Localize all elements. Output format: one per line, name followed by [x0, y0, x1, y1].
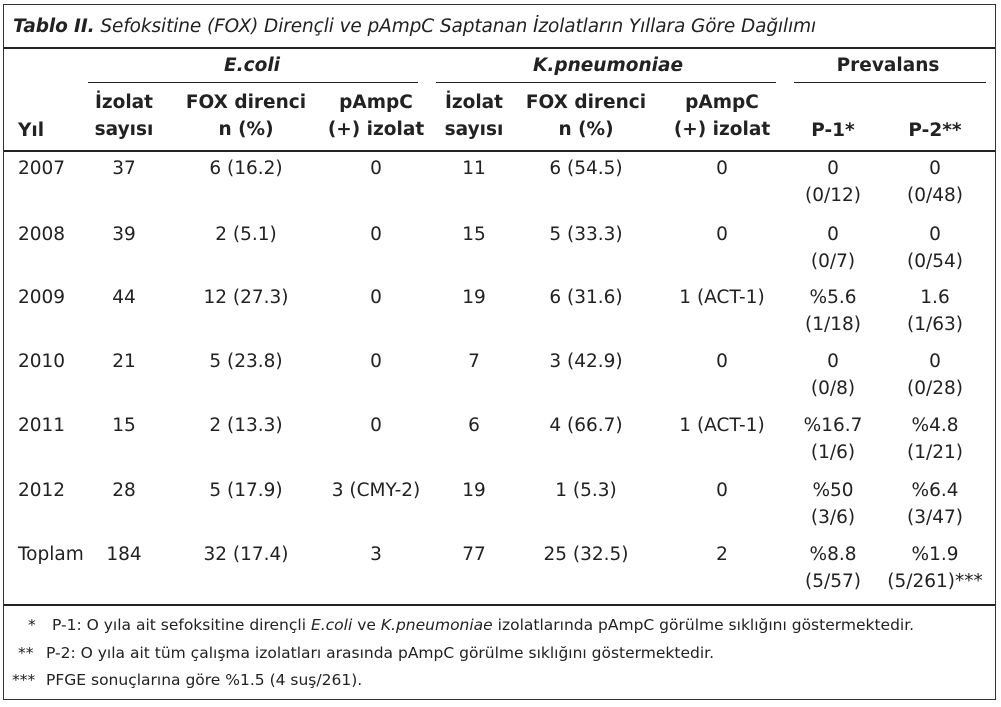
cell-k-fox: 25 (32.5): [543, 544, 629, 565]
cell-k-n: 11: [462, 158, 486, 179]
cell-e-fox: 2 (13.3): [209, 415, 283, 436]
cell-k-n: 77: [462, 544, 486, 565]
cell-p1-a: 0: [827, 351, 839, 372]
cell-p2-b: (1/63): [907, 314, 963, 335]
cell-e-pampc: 0: [370, 224, 382, 245]
cell-k-n: 19: [462, 480, 486, 501]
col-header-ecoli-pampc-2: (+) izolat: [327, 119, 425, 140]
cell-k-pampc: 1 (ACT-1): [679, 415, 765, 436]
col-header-k-fox-1: FOX direnci: [525, 92, 647, 113]
cell-e-pampc: 3: [370, 544, 382, 565]
cell-k-n: 7: [468, 351, 480, 372]
col-header-ecoli-fox-2: n (%): [218, 119, 274, 140]
cell-k-fox: 6 (31.6): [549, 287, 623, 308]
cell-p1-a: %5.6: [809, 287, 857, 308]
cell-e-n: 21: [112, 351, 136, 372]
col-header-p1: P-1*: [811, 120, 855, 141]
cell-e-pampc: 0: [370, 415, 382, 436]
cell-p2-a: %1.9: [911, 544, 959, 565]
cell-year: 2007: [18, 158, 66, 179]
cell-k-pampc: 2: [716, 544, 728, 565]
cell-p2-a: %4.8: [911, 415, 959, 436]
cell-e-fox: 6 (16.2): [209, 158, 283, 179]
cell-k-n: 15: [462, 224, 486, 245]
cell-p1-b: (5/57): [805, 571, 861, 592]
rule-ecoli-group: [88, 82, 418, 83]
cell-p2-a: 0: [929, 224, 941, 245]
cell-p1-a: 0: [827, 158, 839, 179]
footnote-3: *** PFGE sonuçlarına göre %1.5 (4 suş/261).: [12, 671, 363, 689]
col-header-k-pampc-1: pAmpC: [685, 92, 759, 113]
cell-p2-a: %6.4: [911, 480, 959, 501]
cell-p2-b: (5/261)***: [887, 571, 983, 592]
cell-p1-a: %8.8: [809, 544, 857, 565]
cell-e-pampc: 3 (CMY-2): [331, 480, 421, 501]
cell-year: Toplam: [18, 544, 84, 565]
group-header-prevalans: Prevalans: [836, 55, 940, 76]
cell-p2-b: (0/48): [907, 185, 963, 206]
cell-k-fox: 5 (33.3): [549, 224, 623, 245]
cell-k-pampc: 0: [716, 480, 728, 501]
cell-p1-b: (0/12): [805, 185, 861, 206]
cell-k-pampc: 0: [716, 158, 728, 179]
cell-e-pampc: 0: [370, 287, 382, 308]
cell-p1-a: %50: [812, 480, 854, 501]
cell-p2-a: 0: [929, 351, 941, 372]
cell-year: 2009: [18, 287, 66, 308]
cell-p1-b: (0/7): [810, 251, 856, 272]
cell-e-fox: 2 (5.1): [215, 224, 277, 245]
cell-p1-b: (1/6): [810, 442, 856, 463]
cell-p2-b: (0/54): [907, 251, 963, 272]
cell-e-n: 44: [112, 287, 136, 308]
cell-p2-b: (0/28): [907, 378, 963, 399]
col-header-ecoli-izolat-2: sayısı: [94, 119, 154, 140]
cell-p2-a: 0: [929, 158, 941, 179]
cell-p1-a: %16.7: [803, 415, 863, 436]
cell-k-n: 19: [462, 287, 486, 308]
footnote-1: * P-1: O yıla ait sefoksitine dirençli E.coli ve K.pneumoniae izolatlarında pAmpC görülme sıklığını göstermektedir.: [28, 616, 915, 634]
cell-year: 2012: [18, 480, 66, 501]
cell-p1-b: (1/18): [805, 314, 861, 335]
cell-e-n: 28: [112, 480, 136, 501]
cell-e-fox: 5 (17.9): [209, 480, 283, 501]
col-header-k-izolat-2: sayısı: [444, 119, 504, 140]
rule-under-body: [4, 604, 995, 606]
cell-k-pampc: 1 (ACT-1): [679, 287, 765, 308]
cell-e-n: 184: [106, 544, 142, 565]
cell-p2-b: (1/21): [907, 442, 963, 463]
col-header-k-fox-2: n (%): [558, 119, 614, 140]
col-header-ecoli-fox-1: FOX direnci: [185, 92, 307, 113]
caption-title: Sefoksitine (FOX) Dirençli ve pAmpC Saptanan İzolatların Yıllara Göre Dağılımı: [100, 16, 817, 37]
cell-k-pampc: 0: [716, 224, 728, 245]
cell-p2-a: 1.6: [920, 287, 950, 308]
cell-e-n: 15: [112, 415, 136, 436]
cell-year: 2010: [18, 351, 66, 372]
col-header-ecoli-pampc-1: pAmpC: [339, 92, 413, 113]
cell-k-fox: 3 (42.9): [549, 351, 623, 372]
col-header-k-izolat-1: İzolat: [444, 92, 504, 113]
cell-k-pampc: 0: [716, 351, 728, 372]
cell-p2-b: (3/47): [907, 507, 963, 528]
cell-k-fox: 6 (54.5): [549, 158, 623, 179]
footnote-2-mark: **: [18, 644, 34, 662]
col-header-k-pampc-2: (+) izolat: [673, 119, 771, 140]
rule-prevalans-group: [794, 82, 986, 83]
col-header-year: Yıl: [18, 120, 45, 141]
cell-e-n: 37: [112, 158, 136, 179]
cell-year: 2008: [18, 224, 66, 245]
cell-e-fox: 32 (17.4): [203, 544, 289, 565]
footnote-3-mark: ***: [12, 671, 36, 689]
cell-e-fox: 5 (23.8): [209, 351, 283, 372]
cell-e-pampc: 0: [370, 158, 382, 179]
group-header-ecoli: E.coli: [223, 55, 281, 76]
footnote-2: ** P-2: O yıla ait tüm çalışma izolatları arasında pAmpC görülme sıklığını göstermektedir.: [18, 644, 715, 662]
rule-kpneumoniae-group: [436, 82, 776, 83]
cell-k-fox: 4 (66.7): [549, 415, 623, 436]
cell-k-fox: 1 (5.3): [555, 480, 617, 501]
cell-p1-b: (3/6): [810, 507, 856, 528]
rule-under-caption: [4, 47, 995, 49]
col-header-p2: P-2**: [908, 120, 962, 141]
footnote-1-mark: *: [28, 616, 36, 634]
cell-p1-a: 0: [827, 224, 839, 245]
table-caption: [13, 16, 816, 37]
cell-e-n: 39: [112, 224, 136, 245]
cell-e-fox: 12 (27.3): [203, 287, 289, 308]
col-header-ecoli-izolat-1: İzolat: [94, 92, 154, 113]
rule-under-header: [4, 150, 995, 152]
group-header-kpneumoniae: K.pneumoniae: [532, 55, 684, 76]
caption-label: Tablo II.: [13, 16, 95, 37]
cell-year: 2011: [18, 415, 66, 436]
cell-e-pampc: 0: [370, 351, 382, 372]
cell-k-n: 6: [468, 415, 480, 436]
cell-p1-b: (0/8): [810, 378, 856, 399]
